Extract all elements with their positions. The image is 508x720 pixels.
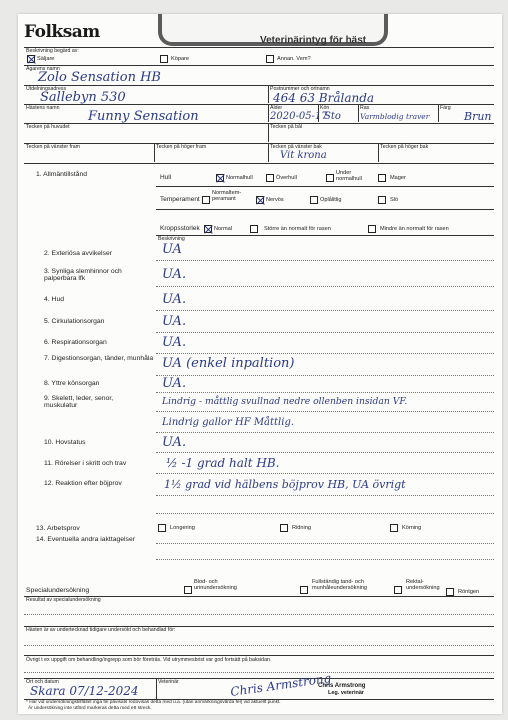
exam-value-6: UA.: [162, 335, 187, 350]
vet-title: Leg. veterinär: [328, 690, 365, 696]
exam-label-10: 10. Hovstatus: [44, 439, 86, 446]
hull-normal-label: Normalhull: [226, 175, 253, 181]
postal-label: Postnummer och ortnamn: [270, 86, 330, 92]
exam-value-11: ½ -1 grad halt HB.: [166, 456, 280, 470]
temper-restless-label: Oplålitlig: [320, 197, 342, 203]
temper-dull-label: Slö: [390, 197, 399, 203]
vet-label: Veterinär: [158, 679, 179, 685]
seller-checkbox[interactable]: [27, 55, 35, 63]
rectal-checkbox[interactable]: [394, 586, 402, 594]
hull-label: Hull: [160, 174, 172, 181]
exam-value-3: UA.: [162, 267, 187, 282]
exam-label-6: 6. Respirationsorgan: [44, 339, 107, 346]
age-value: 2020-05-17: [270, 111, 328, 122]
dental-label: Fullständig tand- och munhåleundersökning: [312, 579, 368, 591]
hull-thin-checkbox[interactable]: [378, 174, 386, 182]
sex-value: Sto: [324, 111, 341, 122]
hull-over-label: Överhull: [276, 175, 297, 181]
owner-name-value: Zolo Sensation HB: [38, 70, 161, 85]
horse-name-value: Funny Sensation: [88, 109, 199, 124]
history-label: Hästen är av undertecknad tidigare undersökt och behandlad för:: [26, 627, 176, 633]
form-title: Veterinärintyg för häst: [260, 35, 367, 46]
buyer-label: Köpare: [171, 56, 190, 62]
front-right-label: Tecken på höger fram: [156, 144, 207, 150]
exam-value-7: UA (enkel inpaltion): [162, 356, 295, 371]
size-normal-checkbox[interactable]: [204, 225, 212, 233]
exam-label-7: 7. Digestionsorgan, tänder, munhåla: [44, 355, 154, 362]
exam-label-11: 11. Rörelser i skritt och trav: [44, 460, 127, 467]
brand-logo: Folksam: [24, 22, 100, 42]
seller-label: Säljare: [37, 56, 55, 62]
color-label: Färg: [440, 105, 451, 111]
ride-checkbox[interactable]: [280, 524, 288, 532]
address-value: Sallebyn 530: [40, 90, 126, 105]
exam-label-4: 4. Hud: [44, 296, 65, 303]
address-label: Utdelningsadress: [26, 86, 67, 92]
exam-value-4: UA.: [162, 292, 187, 307]
longe-label: Longering: [170, 525, 195, 531]
postal-value: 464 63 Brålanda: [273, 91, 375, 105]
special-section-label: Specialundersökning: [26, 587, 90, 594]
ride-label: Ridning: [292, 525, 311, 531]
drive-label: Körning: [402, 525, 422, 531]
buyer-checkbox[interactable]: [160, 55, 168, 63]
hull-under-checkbox[interactable]: [326, 174, 334, 182]
work-section-label: 13. Arbetsprov: [36, 525, 80, 532]
xray-label: Röntgen: [458, 589, 480, 595]
vet-signature: Chris Armstrong: [229, 670, 333, 700]
horse-name-label: Hästens namn: [26, 105, 60, 111]
size-small-label: Mindre än normalt för rasen: [380, 226, 449, 232]
hind-left-label: Tecken på vänster bak: [270, 144, 322, 150]
temper-normal-checkbox[interactable]: [202, 196, 210, 204]
exam-value-12: 1½ grad vid hälbens böjprov HB, UA övrigt: [164, 478, 406, 491]
place-date-value: Skara 07/12-2024: [30, 684, 139, 698]
sex-label: Kön: [320, 105, 330, 111]
hull-normal-checkbox[interactable]: [216, 174, 224, 182]
exam-label-5: 5. Cirkulationsorgan: [44, 318, 105, 325]
exam-label-8: 8. Yttre könsorgan: [44, 380, 100, 387]
temper-nervous-checkbox[interactable]: [256, 196, 264, 204]
size-large-checkbox[interactable]: [250, 225, 258, 233]
size-normal-label: Normal: [214, 226, 233, 232]
hull-over-checkbox[interactable]: [266, 174, 274, 182]
owner-name-label: Ägarens namn: [26, 66, 60, 72]
role-label: Beskrivning begärd av:: [26, 48, 79, 54]
temper-normal-label: Normaltem-peramant: [212, 190, 242, 202]
exam-label-3: 3. Synliga slemhinnor och palperbara lfk: [44, 268, 122, 283]
size-large-label: Större än normalt för rasen: [264, 226, 331, 232]
xray-checkbox[interactable]: [446, 588, 454, 596]
temper-restless-checkbox[interactable]: [310, 196, 318, 204]
dental-checkbox[interactable]: [300, 586, 308, 594]
place-date-label: Ort och datum: [26, 679, 59, 685]
temper-nervous-label: Nervös: [266, 197, 284, 203]
rectal-label: Rektal-undersökning: [406, 579, 440, 591]
temper-dull-checkbox[interactable]: [378, 196, 386, 204]
exam-value-8: UA.: [162, 376, 187, 391]
hull-under-label: Under normalhull: [336, 170, 362, 182]
other-checkbox[interactable]: [266, 55, 274, 63]
findings-label: Beskrivning: [158, 236, 185, 242]
exam-value-9b: Lindrig gallor HF Måttlig.: [162, 417, 295, 428]
vet-name: Chris Armstrong: [318, 683, 366, 689]
hull-thin-label: Mager: [390, 175, 406, 181]
treatment-label: Övrigt t ex uppgift om behandling/ingrepp som bör företräs. Vid utrymmesbrist var god fortsätt på baksidan.: [26, 657, 272, 663]
hind-left-value: Vit krona: [280, 150, 327, 161]
exam-value-5: UA.: [162, 314, 187, 329]
hind-right-label: Tecken på höger bak: [380, 144, 429, 150]
age-label: Ålder: [270, 105, 283, 111]
other-label: Annan. Vem?: [277, 56, 311, 62]
exam-label-2: 2. Exteriösa avvikelser: [44, 250, 112, 257]
general-section-label: 1. Allmäntillstånd: [36, 171, 88, 178]
exam-label-9: 9. Skelett, leder, senor, muskulatur: [44, 395, 114, 410]
temper-label: Temperament: [160, 196, 200, 203]
head-marking-label: Tecken på huvudet: [26, 124, 70, 130]
color-value: Brun: [464, 110, 492, 123]
form-sheet: [18, 14, 502, 714]
blood-label: Blod- och urinundersökning: [194, 579, 237, 591]
exam-value-9: Lindrig - måttlig svullnad nedre ollenben insidan VF.: [162, 396, 408, 407]
size-small-checkbox[interactable]: [368, 225, 376, 233]
drive-checkbox[interactable]: [390, 524, 398, 532]
front-left-label: Tecken på vänster fram: [26, 144, 80, 150]
other-observations-label: 14. Eventuella andra iakttagelser: [36, 536, 135, 543]
blood-checkbox[interactable]: [184, 586, 192, 594]
breed-label: Ras: [360, 105, 370, 111]
footnote-2: Är undersökning inte utförd markeras detta med ett streck.: [28, 706, 152, 711]
special-result-label: Resultat av specialundersökning: [26, 597, 101, 603]
longe-checkbox[interactable]: [158, 524, 166, 532]
exam-value-10: UA.: [162, 435, 187, 450]
footnote-1: * Har vid undersökningstillfället inga fel påvisats redovisas detta med u.a. (utan anmärkningsvärda fel) vid aktuellt punkt.: [26, 700, 281, 705]
exam-label-12: 12. Reaktion efter böjprov: [44, 480, 122, 487]
body-marking-label: Tecken på bål: [270, 124, 303, 130]
breed-value: Varmblodig traver: [360, 112, 430, 121]
exam-value-2: UA: [162, 242, 182, 257]
size-label: Kroppsstorlek: [160, 225, 200, 232]
